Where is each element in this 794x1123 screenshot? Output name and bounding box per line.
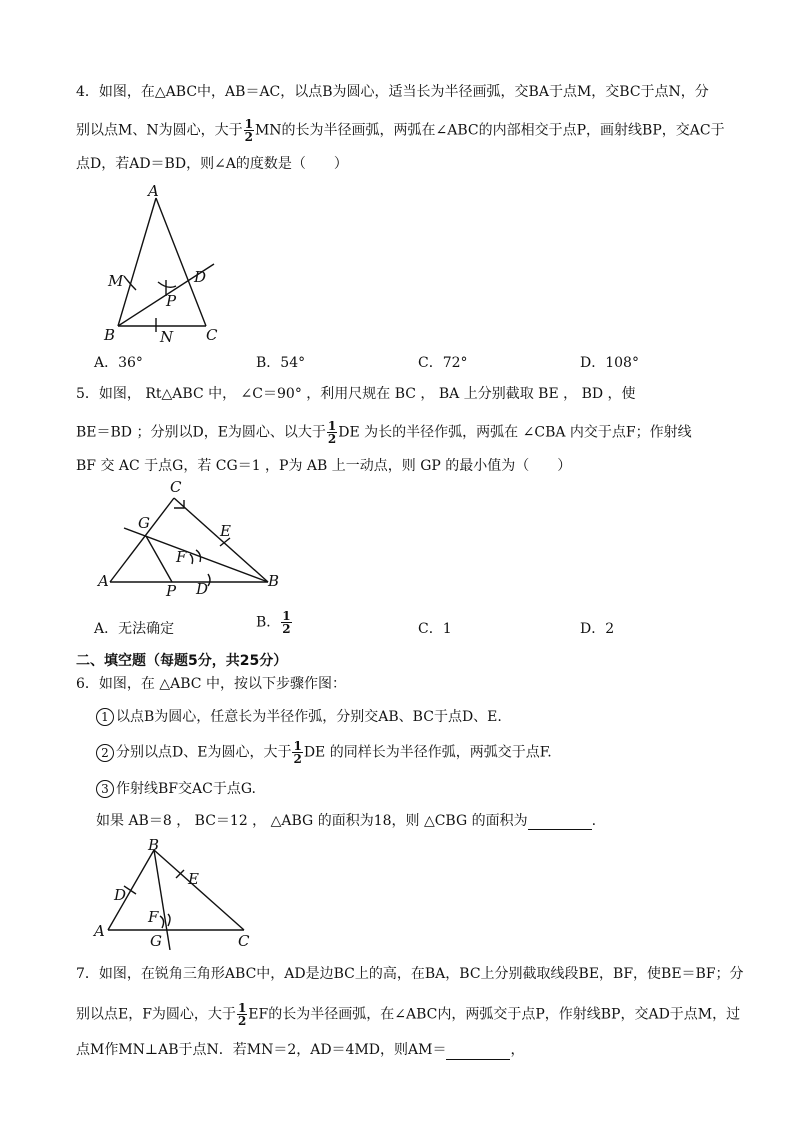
q6-step2-number: 2 <box>96 744 114 762</box>
q6-label-E: E <box>188 870 199 888</box>
q7-line3: 点M作MN⊥AB于点N．若MN＝2，AD＝4MD，则AM＝ ， <box>76 1042 525 1058</box>
q4-label-N: N <box>160 328 174 346</box>
q5-fraction: $\frac{1}{2}$ <box>327 419 337 446</box>
q4-option-c[interactable]: C．72° <box>418 355 468 371</box>
q5-label-G: G <box>138 514 150 532</box>
q5-label-F: F <box>176 548 187 566</box>
q6-fraction: $\frac{1}{2}$ <box>293 739 302 766</box>
q5-option-b-label: B． <box>256 614 281 631</box>
q4-fraction: $\frac{1}{2}$ <box>244 117 253 144</box>
q6-condition: 如果 AB＝8 ， BC＝12 ， △ABG 的面积为18，则 △CBG 的面积为 . <box>96 813 597 829</box>
q4-label-B: B <box>104 326 116 344</box>
q7-line3-text: 点M作MN⊥AB于点N．若MN＝2，AD＝4MD，则AM＝ <box>76 1042 447 1058</box>
q7-line2-b: EF的长为半径画弧，在∠ABC内，两弧交于点P，作射线BP，交AD于点M，过 <box>248 1006 741 1023</box>
q4-label-A: A <box>148 182 159 200</box>
q4-option-b[interactable]: B．54° <box>256 355 306 371</box>
q7-line2-a: 别以点E，F为圆心，大于 <box>76 1006 236 1023</box>
q6-step3-number: 3 <box>96 780 114 798</box>
q5-label-P: P <box>166 582 177 600</box>
q5-option-b[interactable] <box>256 610 293 635</box>
q5-label-E: E <box>220 522 231 540</box>
q6-figure <box>92 838 262 950</box>
q6-step2-a: 分别以点D、E为圆心，大于 <box>116 744 292 761</box>
q4-label-D: D <box>194 268 207 286</box>
q6-label-F: F <box>148 908 159 926</box>
q4-line2-a: 别以点M、N为圆心，大于 <box>76 122 243 139</box>
q6-step2-b: DE 的同样长为半径作弧，两弧交于点F. <box>303 744 552 761</box>
q5-line2 <box>76 420 692 445</box>
q7-answer-blank[interactable] <box>446 1045 510 1060</box>
q4-label-C: C <box>206 326 218 344</box>
q7-line2 <box>76 1002 740 1027</box>
q4-label-M: M <box>108 272 124 290</box>
q6-label-C: C <box>238 932 250 950</box>
q6-step3 <box>96 778 256 798</box>
q5-option-a[interactable]: A．无法确定 <box>94 621 175 637</box>
q6-label-G: G <box>150 932 162 950</box>
q4-line1: 4．如图，在△ABC中，AB＝AC，以点B为圆心，适当长为半径画弧，交BA于点M，交BC于点N，分 <box>76 84 709 100</box>
q6-step1 <box>96 706 502 726</box>
q5-line2-b: DE 为长的半径作弧，两弧在 ∠CBA 内交于点F；作射线 <box>338 424 692 441</box>
q7-fraction: $\frac{1}{2}$ <box>237 1001 247 1028</box>
q6-label-B: B <box>148 838 160 854</box>
q6-step1-text: 以点B为圆心，任意长为半径作弧，分别交AB、BC于点D、E. <box>116 709 502 725</box>
q5-line2-a: BE＝BD ；分别以D，E为圆心、以大于 <box>76 424 326 441</box>
q6-label-A: A <box>94 922 105 940</box>
q7-line1: 7．如图，在锐角三角形ABC中，AD是边BC上的高，在BA，BC上分别截取线段BE，BF，使BE＝BF；分 <box>76 966 744 982</box>
q6-label-D: D <box>114 886 127 904</box>
q5-line3: BF 交 AC 于点G，若 CG＝1 ，P为 AB 上一动点，则 GP 的最小值为（ ） <box>76 458 572 474</box>
q5-option-c[interactable]: C．1 <box>418 621 452 637</box>
q5-option-b-fraction: $\frac{1}{2}$ <box>282 609 291 636</box>
q5-figure <box>96 478 296 600</box>
q4-line2-b: MN的长为半径画弧，两弧在∠ABC的内部相交于点P，画射线BP，交AC于 <box>254 122 725 139</box>
q4-option-a[interactable]: A．36° <box>94 355 143 371</box>
q4-line2 <box>76 118 725 143</box>
q4-figure <box>96 180 236 350</box>
q6-step3-text: 作射线BF交AC于点G. <box>116 781 256 797</box>
q4-line3: 点D，若AD＝BD，则∠A的度数是（ ） <box>76 156 348 172</box>
q5-label-C: C <box>170 478 182 496</box>
q5-line1: 5．如图， Rt△ABC 中， ∠C＝90° ，利用尺规在 BC ， BA 上分别截取 BE ， BD ，使 <box>76 386 636 402</box>
q6-step1-number: 1 <box>96 708 114 726</box>
q5-label-D: D <box>196 580 209 598</box>
q5-label-A: A <box>98 572 109 590</box>
q6-step2 <box>96 740 552 765</box>
q5-label-B: B <box>268 572 280 590</box>
q4-option-d[interactable]: D．108° <box>580 355 639 371</box>
q6-answer-blank[interactable] <box>528 815 592 830</box>
section-fill-in-heading: 二、填空题（每题5分，共25分） <box>76 653 288 669</box>
q6-condition-text: 如果 AB＝8 ， BC＝12 ， △ABG 的面积为18，则 △CBG 的面积为 <box>96 813 528 829</box>
q6-line1: 6．如图，在 △ABC 中，按以下步骤作图： <box>76 676 346 692</box>
q4-label-P: P <box>166 292 177 310</box>
q5-option-d[interactable]: D．2 <box>580 621 615 637</box>
